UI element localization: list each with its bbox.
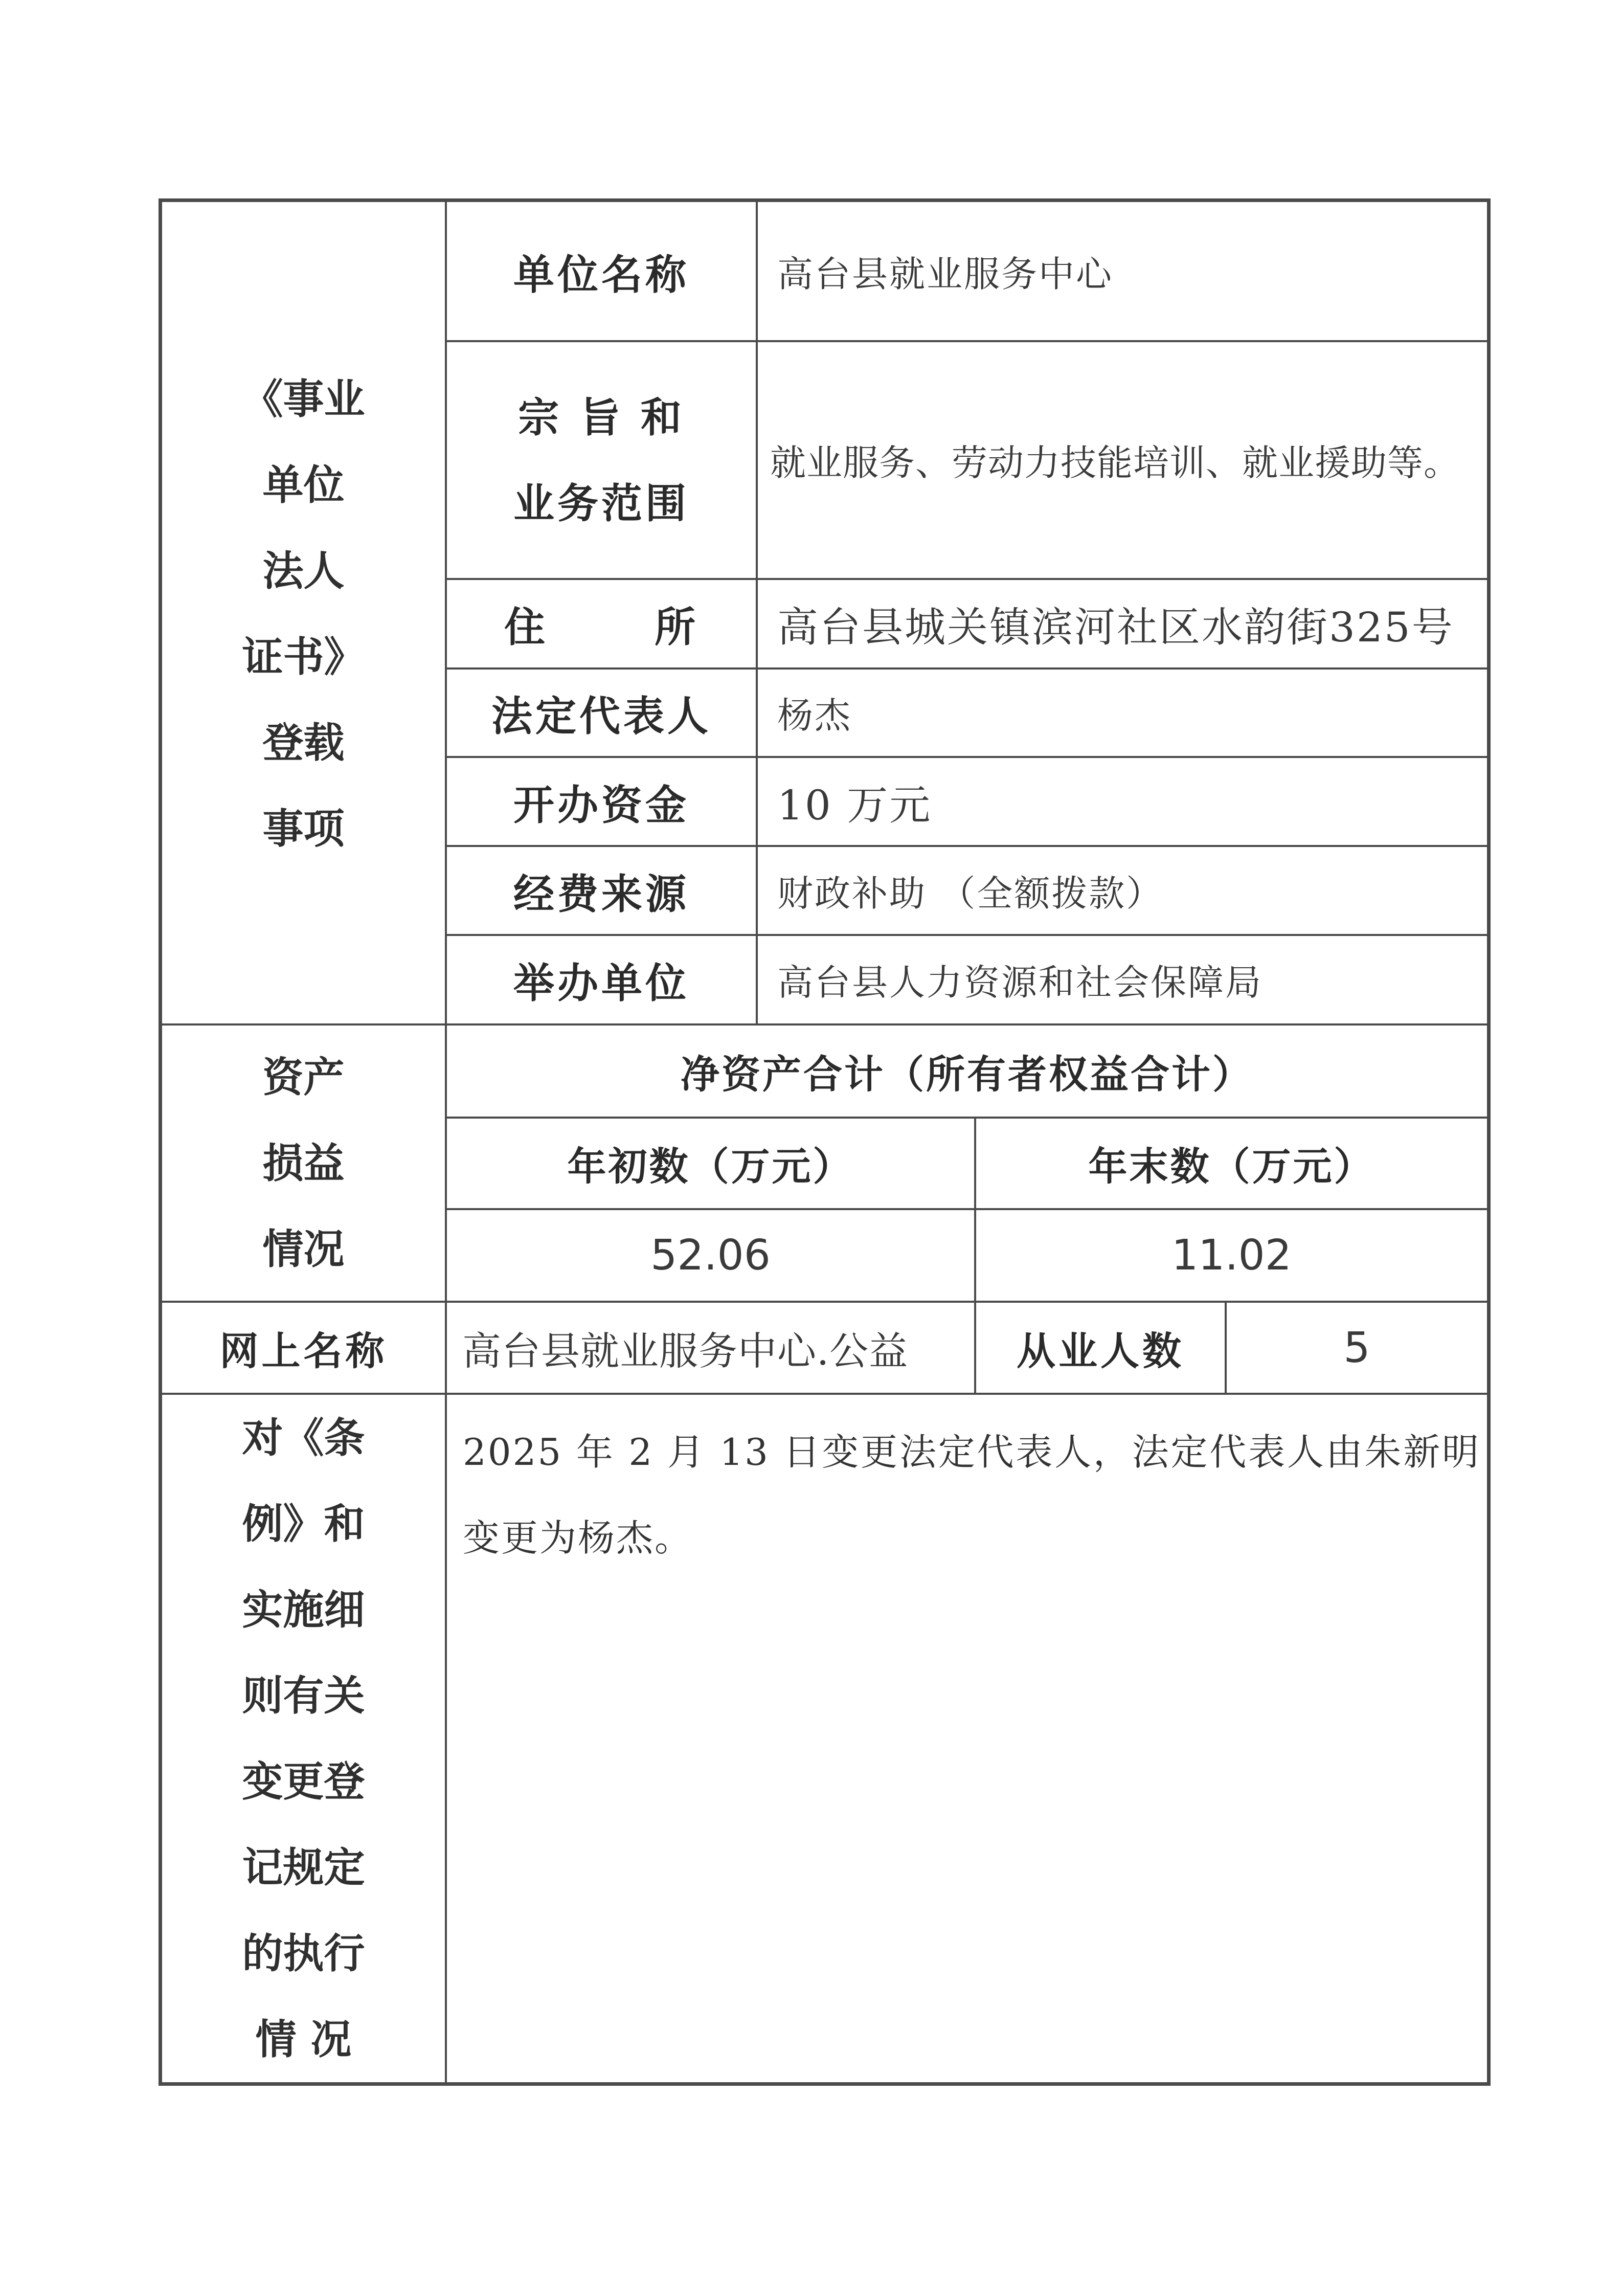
online-name-label: 网上名称 <box>219 1328 388 1374</box>
unit-name-value: 高台县就业服务中心 <box>777 253 1113 295</box>
funding-value: 财政补助 （全额拨款） <box>777 872 1164 915</box>
purpose-value: 就业服务、劳动力技能培训、就业援助等。 <box>770 442 1460 484</box>
assets-header: 资产 损益 情况 <box>262 1053 345 1273</box>
legal-rep-label: 法定代表人 <box>491 692 711 740</box>
legal-rep-value: 杨杰 <box>777 695 852 737</box>
capital-value: 10 万元 <box>777 781 932 829</box>
capital-label: 开办资金 <box>513 781 689 829</box>
begin-year-label: 年初数（万元） <box>567 1144 854 1189</box>
registration-header: 《事业 单位 法人 证书》 登载 事项 <box>242 375 365 853</box>
net-assets-header: 净资产合计（所有者权益合计） <box>681 1051 1253 1097</box>
address-value: 高台县城关镇滨河社区水韵街325号 <box>777 604 1454 651</box>
regulation-note: 2025 年 2 月 13 日变更法定代表人，法定代表人由朱新明变更为杨杰。 <box>463 1431 1480 1559</box>
funding-label: 经费来源 <box>513 870 689 918</box>
sponsor-label: 举办单位 <box>513 959 689 1007</box>
end-year-value: 11.02 <box>1171 1231 1292 1280</box>
unit-name-label: 单位名称 <box>513 250 689 299</box>
staff-count-value: 5 <box>1343 1323 1370 1372</box>
regulation-header: 对《条 例》和 实施细 则有关 变更登 记规定 的执行 情 况 <box>242 1414 365 2063</box>
sponsor-value: 高台县人力资源和社会保障局 <box>777 962 1263 1004</box>
purpose-label: 宗 旨 和 业务范围 <box>513 393 689 527</box>
online-name-value: 高台县就业服务中心.公益 <box>462 1328 909 1374</box>
staff-count-label: 从业人数 <box>1017 1328 1184 1374</box>
address-label: 住 所 <box>504 603 698 651</box>
begin-year-value: 52.06 <box>650 1231 771 1280</box>
end-year-label: 年末数（万元） <box>1088 1144 1375 1189</box>
